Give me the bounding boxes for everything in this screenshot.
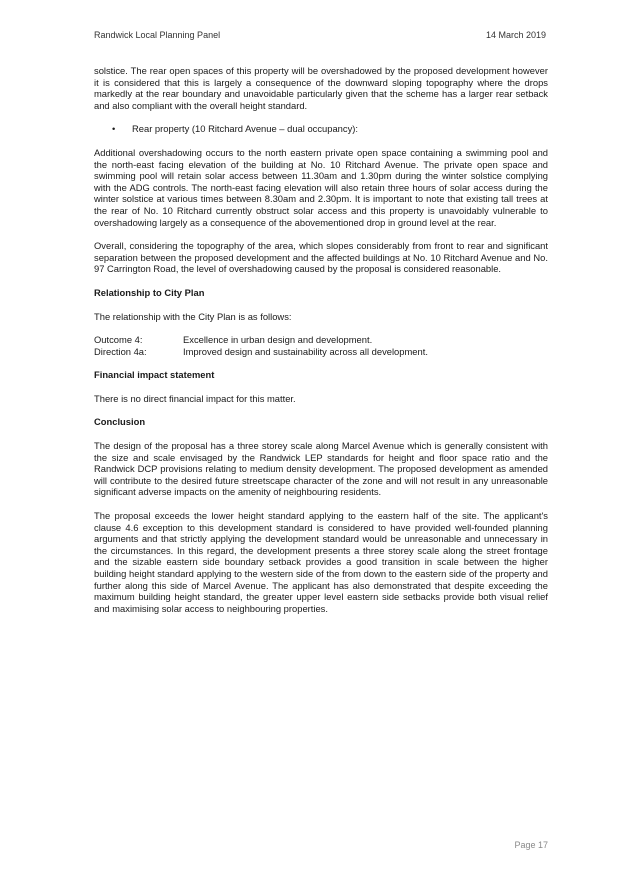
city-plan-item-desc: Improved design and sustainability across all development. [183,345,428,357]
bullet-icon: • [112,123,116,135]
city-plan-item-term: Outcome 4: [94,334,143,346]
header-title: Randwick Local Planning Panel [94,30,221,40]
bullet-rear-property-text: Rear property (10 Ritchard Avenue – dual occupancy): [132,123,358,135]
paragraph-conclusion-2: The proposal exceeds the lower height standard applying to the eastern half of the site. The applicant's clause 4.6 exception to this development standard is considered to have provided well-founded planning arguments and that strictly applying the development standard would be unreasonable and unnecessary in the circumstances. In this regard, the development presents a three storey scale along the street frontage and the sizable eastern side boundary setback provides a good transition in scale between the higher building height standard applying to the western side of the from down to the eastern side of the property and further along this side of Marcel Avenue. The applicant has also demonstrated that despite exceeding the maximum building height standard, the greater upper level eastern side setbacks provide both visual relief and maximising solar access to neighbouring properties. [94,510,548,614]
document-body [94,65,548,626]
paragraph-financial: There is no direct financial impact for this matter. [94,392,296,404]
heading-city-plan: Relationship to City Plan [94,286,205,298]
city-plan-list [94,334,548,357]
bullet-rear-property [94,123,548,135]
paragraph-city-plan: The relationship with the City Plan is as follows: [94,310,292,322]
page-number: Page 17 [514,840,548,850]
paragraph-solstice: solstice. The rear open spaces of this property will be overshadowed by the proposed development however it is considered that this is largely a consequence of the downward sloping topography where the drops markedly at the rear boundary and unavoidable particularly given that the scheme has a larger rear setback and also compliant with the overall height standard. [94,65,548,111]
paragraph-additional-overshadowing: Additional overshadowing occurs to the north eastern private open space containing a swimming pool and the north-east facing elevation of the building at No. 10 Ritchard Avenue. The private open space and swimming pool will retain solar access between 11.30am and 1.30pm during the winter solstice complying with the ADG controls. The north-east facing elevation will also retain three hours of solar access during the winter solstice at various times between 8.30am and 2.30pm. It is important to note that existing tall trees at the rear of No. 10 Ritchard currently obstruct solar access and this property is unavoidably vulnerable to overshadowing largely as a consequence of the abovementioned drop in ground level at the rear. [94,146,548,228]
heading-financial: Financial impact statement [94,369,215,381]
heading-conclusion: Conclusion [94,416,146,428]
city-plan-item-term: Direction 4a: [94,345,147,357]
city-plan-item [94,346,548,358]
paragraph-overall: Overall, considering the topography of the area, which slopes considerably from front to rear and significant separation between the proposed development and the affected buildings at No. 10 Ritchard Avenue and No. 97 Carrington Road, the level of overshadowing caused by the proposal is considered reasonable. [94,240,548,275]
paragraph-conclusion-1: The design of the proposal has a three storey scale along Marcel Avenue which is generally consistent with the size and scale envisaged by the Randwick LEP standards for height and floor space ratio and the Randwick DCP provisions relating to medium density development. The proposed development as amended will contribute to the desired future streetscape character of the zone and will not result in any unreasonable significant adverse impacts on the amenity of neighbouring residents. [94,440,548,498]
city-plan-item [94,334,548,346]
city-plan-item-desc: Excellence in urban design and development. [183,334,373,346]
header-date: 14 March 2019 [485,30,546,40]
